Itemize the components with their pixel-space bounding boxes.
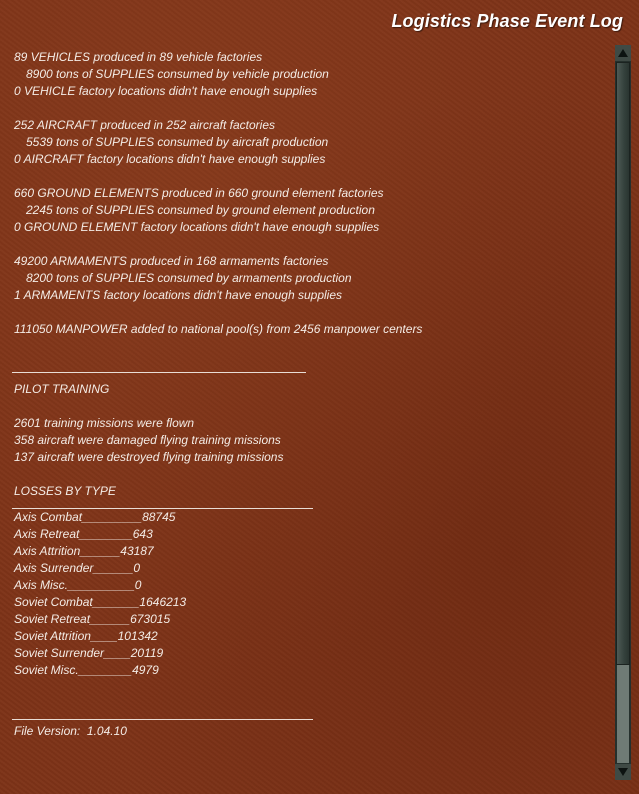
loss-row: Soviet Surrender____20119 bbox=[14, 646, 164, 660]
ground-shortage: 0 GROUND ELEMENT factory locations didn't have enough supplies bbox=[14, 220, 380, 234]
arrow-down-icon bbox=[618, 768, 628, 776]
aircraft-produced: 252 AIRCRAFT produced in 252 aircraft factories bbox=[14, 118, 276, 132]
vehicles-shortage: 0 VEHICLE factory locations didn't have enough supplies bbox=[14, 84, 318, 98]
ground-supplies-consumed: 2245 tons of SUPPLIES consumed by ground element production bbox=[26, 203, 375, 217]
aircraft-supplies-consumed: 5539 tons of SUPPLIES consumed by aircraft production bbox=[26, 135, 329, 149]
pilot-training-heading: PILOT TRAINING bbox=[14, 382, 110, 396]
vertical-scrollbar[interactable] bbox=[615, 45, 631, 780]
arrow-up-icon bbox=[618, 49, 628, 57]
event-log bbox=[14, 49, 604, 740]
file-version: File Version: 1.04.10 bbox=[14, 724, 127, 738]
scroll-thumb[interactable] bbox=[616, 62, 630, 665]
scroll-track[interactable] bbox=[617, 665, 629, 763]
scroll-down-button[interactable] bbox=[615, 764, 631, 780]
window-title: Logistics Phase Event Log bbox=[391, 11, 623, 31]
scroll-up-button[interactable] bbox=[615, 45, 631, 61]
armaments-supplies-consumed: 8200 tons of SUPPLIES consumed by armaments production bbox=[26, 271, 352, 285]
loss-row: Axis Misc.__________0 bbox=[14, 578, 142, 592]
loss-row: Axis Surrender______0 bbox=[14, 561, 141, 575]
divider bbox=[12, 500, 313, 509]
pilot-training-line: 358 aircraft were damaged flying training missions bbox=[14, 433, 281, 447]
pilot-training-line: 137 aircraft were destroyed flying training missions bbox=[14, 450, 284, 464]
armaments-produced: 49200 ARMAMENTS produced in 168 armaments factories bbox=[14, 254, 329, 268]
armaments-shortage: 1 ARMAMENTS factory locations didn't have enough supplies bbox=[14, 288, 343, 302]
loss-row: Axis Combat_________88745 bbox=[14, 510, 176, 524]
vehicles-produced: 89 VEHICLES produced in 89 vehicle factories bbox=[14, 50, 263, 64]
vehicles-supplies-consumed: 8900 tons of SUPPLIES consumed by vehicle production bbox=[26, 67, 329, 81]
losses-heading: LOSSES BY TYPE bbox=[14, 484, 116, 498]
aircraft-shortage: 0 AIRCRAFT factory locations didn't have enough supplies bbox=[14, 152, 326, 166]
loss-row: Soviet Misc.________4979 bbox=[14, 663, 159, 677]
pilot-training-line: 2601 training missions were flown bbox=[14, 416, 195, 430]
loss-row: Soviet Combat_______1646213 bbox=[14, 595, 187, 609]
loss-row: Soviet Retreat______673015 bbox=[14, 612, 171, 626]
loss-row: Axis Retreat________643 bbox=[14, 527, 153, 541]
divider bbox=[12, 713, 313, 720]
loss-row: Soviet Attrition____101342 bbox=[14, 629, 158, 643]
manpower-added: 111050 MANPOWER added to national pool(s) from 2456 manpower centers bbox=[14, 322, 423, 336]
ground-produced: 660 GROUND ELEMENTS produced in 660 ground element factories bbox=[14, 186, 384, 200]
loss-row: Axis Attrition______43187 bbox=[14, 544, 154, 558]
